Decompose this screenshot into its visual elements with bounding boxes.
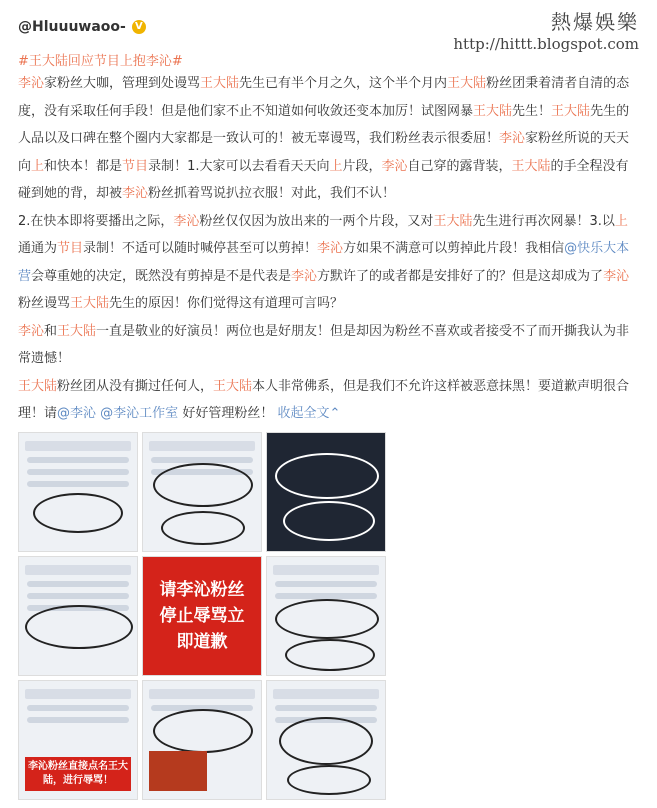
post-text: 和	[44, 323, 58, 339]
post-text: 通通为	[18, 241, 58, 256]
post-text: 先生！	[512, 103, 552, 119]
keyword-highlight: 上	[614, 213, 628, 229]
keyword-highlight: 李沁	[381, 158, 408, 174]
post-text: 粉丝抓着骂说扒拉衣服！对此，我们不认！	[148, 186, 396, 201]
keyword-highlight: 李沁	[18, 323, 45, 339]
post-text: 片段，	[342, 158, 382, 174]
image-5-caption: 请李沁粉丝停止辱骂立即道歉	[159, 580, 245, 652]
link-text[interactable]: @李沁	[57, 406, 97, 421]
post-text: 先生的原因！你们觉得这有道理可言吗？	[109, 296, 344, 311]
verified-badge-icon: V	[132, 20, 146, 34]
keyword-highlight: 王大陆	[551, 103, 591, 119]
post-text: 先生进行再次网暴！3.以	[472, 213, 615, 229]
post-text: 会尊重她的决定，既然没有剪掉是不是代表是	[31, 268, 292, 284]
keyword-highlight: 王大陆	[433, 213, 473, 229]
watermark-url: http://hittt.blogspot.com	[453, 35, 639, 53]
post-text: 粉丝团从没有撕过任何人，	[57, 378, 214, 394]
post-content	[18, 70, 640, 428]
paragraph-4	[18, 373, 640, 428]
post-text: 先生已有半个月之久，这个半个月内	[239, 76, 448, 91]
image-7-caption: 李沁粉丝直接点名王大陆，进行辱骂！	[25, 757, 131, 791]
image-thumbnail-8[interactable]	[142, 680, 262, 800]
post-text: 粉丝团秉着清者自清的态度，没有采取任何手段！但是他们家不止不知道如何收敛还变本加厉！试图网暴	[18, 76, 630, 119]
image-thumbnail-6[interactable]	[266, 556, 386, 676]
keyword-highlight: 王大陆	[213, 378, 253, 394]
keyword-highlight: 上	[329, 158, 343, 174]
post-text: 方默许了的或者都是安排好了的？但是这却成为了	[317, 268, 604, 284]
post-text: 2.在快本即将要播出之际，	[18, 213, 174, 229]
link-text[interactable]: ⌃	[329, 406, 341, 421]
keyword-highlight: 王大陆	[447, 76, 487, 91]
username[interactable]: @Hluuuwaoo-	[18, 19, 126, 35]
image-thumbnail-9[interactable]	[266, 680, 386, 800]
keyword-highlight: 节目	[57, 241, 84, 256]
paragraph-2	[18, 208, 640, 318]
paragraph-3	[18, 318, 640, 373]
post-text: 好好管理粉丝！	[178, 406, 278, 421]
keyword-highlight: 王大陆	[473, 103, 513, 119]
post-text: 先生的人品以及口碑在整个圈内大家都是一致认可的！被无辜谩骂，我们粉丝表示很委屈！	[18, 103, 630, 146]
keyword-highlight: 李沁	[317, 241, 344, 256]
image-thumbnail-4[interactable]	[18, 556, 138, 676]
post-header	[18, 16, 146, 38]
post-text: 粉丝仅仅因为放出来的一两个片段，又对	[199, 213, 434, 229]
image-thumbnail-5[interactable]	[142, 556, 262, 676]
keyword-highlight: 王大陆	[18, 378, 58, 394]
link-text[interactable]: @快乐大本营	[18, 241, 630, 284]
keyword-highlight: 节目	[122, 158, 149, 174]
post-text: 家粉丝所说的天天向	[18, 131, 630, 174]
keyword-highlight: 王大陆	[200, 76, 240, 91]
keyword-highlight: 李沁	[173, 213, 200, 229]
post-text: 本人非常佛系，但是我们不允许这样被恶意抹黑！要道歉声明很合理！请	[18, 378, 630, 421]
keyword-highlight: 王大陆	[511, 158, 551, 174]
paragraph-1	[18, 70, 640, 208]
keyword-highlight: 王大陆	[70, 296, 110, 311]
keyword-highlight: 李沁	[499, 131, 526, 146]
image-thumbnail-3[interactable]	[266, 432, 386, 552]
post-text: 方如果不满意可以剪掉此片段！我相信	[343, 241, 565, 256]
post-text: 粉丝谩骂	[18, 296, 71, 311]
watermark-title: 熱爆娛樂	[551, 10, 639, 34]
link-text[interactable]: 收起全文	[277, 406, 330, 421]
image-thumbnail-1[interactable]	[18, 432, 138, 552]
keyword-highlight: 李沁	[18, 76, 45, 91]
post-text: 的手全程没有碰到她的背，却被	[18, 158, 629, 201]
image-grid	[18, 432, 390, 802]
topic-hashtag[interactable]: #王大陆回应节目上抱李沁#	[18, 54, 183, 69]
keyword-highlight: 李沁	[603, 268, 630, 284]
post-text: 录制！不适可以随时喊停甚至可以剪掉！	[83, 241, 318, 256]
link-text[interactable]: @李沁工作室	[100, 406, 179, 421]
post-text: 自己穿的露背装，	[407, 158, 512, 174]
keyword-highlight: 李沁	[122, 186, 149, 201]
image-thumbnail-2[interactable]	[142, 432, 262, 552]
image-thumbnail-7[interactable]	[18, 680, 138, 800]
post-text: 家粉丝大咖，管理到处谩骂	[44, 76, 201, 91]
keyword-highlight: 上	[31, 158, 45, 174]
post-text: 录制！1.大家可以去看看天天向	[148, 158, 330, 174]
keyword-highlight: 李沁	[291, 268, 318, 284]
post-text: 和快本！都是	[44, 158, 123, 174]
post-text: 一直是敬业的好演员！两位也是好朋友！但是却因为粉丝不喜欢或者接受不了而开撕我认为非常遗憾！	[18, 323, 630, 366]
watermark	[453, 6, 639, 53]
keyword-highlight: 王大陆	[57, 323, 97, 339]
